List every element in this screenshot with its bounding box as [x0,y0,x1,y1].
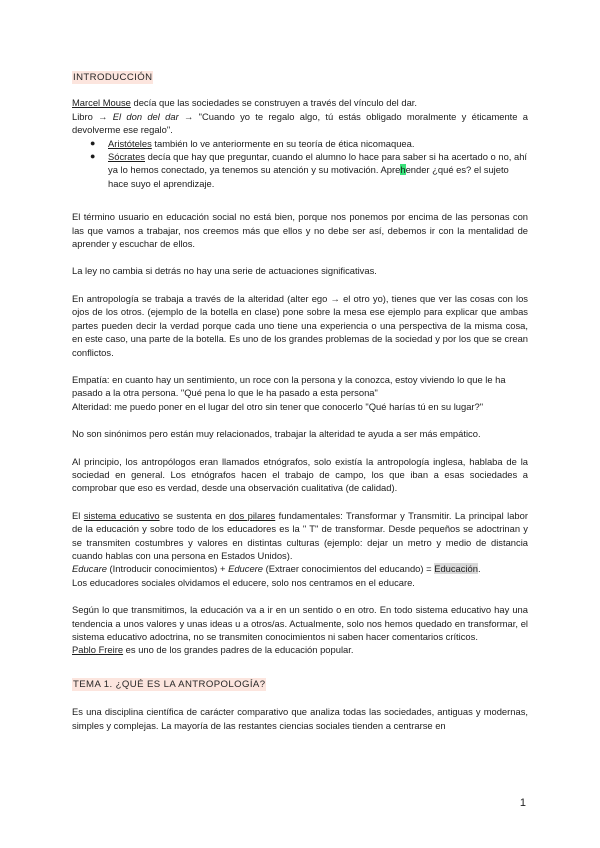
section-heading: INTRODUCCIÓN [73,72,153,83]
tema1-heading-line [72,677,528,691]
bullet-list [72,137,528,191]
page-number: 1 [519,797,526,809]
paragraph-educadores: Los educadores sociales olvidamos el educere, solo nos centramos en el educare. [72,576,415,588]
bullet-item [72,137,528,150]
bullet-item [72,150,528,190]
term-educere: Educere [228,563,263,575]
highlighted-letter: h [400,164,406,176]
paragraph-book [72,110,528,137]
paragraph-text: se sustenta en [159,509,230,521]
paragraph-mauss [72,96,528,109]
term-educare: Educare [72,563,107,575]
section-heading: TEMA 1. ¿QUÉ ES LA ANTROPOLOGÍA? [73,678,266,690]
paragraph-freire [72,643,528,656]
author-name: Sócrates [108,151,145,163]
bullet-dot-icon: ● [90,137,96,148]
paragraph-text: → "Cuando yo te regalo algo, tú estás obligado moralmente y éticamente a devolverme ese regalo". [72,110,528,136]
paragraph-tema1: Es una disciplina científica de carácter comparativo que analiza todas las sociedades, antiguas y modernas, simples y complejas. La mayoría de las restantes ciencias sociales tienden a centrarse en [72,706,528,731]
paragraph-sistema-educativo [72,509,528,563]
bullet-dot-icon: ● [90,151,96,162]
underlined-term: sistema educativo [83,509,160,521]
paragraph-text: es uno de los grandes padres de la educación popular. [123,644,354,656]
paragraph-text: decía que las sociedades se construyen a través del vínculo del dar. [130,97,417,109]
page-content [72,70,528,732]
paragraph-text: fundamentales: Transformar y Transmitir. La principal labor de la educación y sobre todo de los educadores es la " T" de transformar. Desde pequeños se adoctrinan y se transmiten costumbres y valores en distintas culturas (ejemplo: dejar un metro y medio de distancia cuando hablas con una persona en Estados Unidos). [72,509,528,561]
paragraph-etnografos: Al principio, los antropólogos eran llamados etnógrafos, solo existía la antropología inglesa, hablaba de la sociedad en general. Los etnógrafos hacen el trabajo de campo, los que iban a esas sociedades a comprobar que eso es verdad, desde una observación cualitativa (de calidad). [72,455,528,494]
book-prefix: Libro → [72,110,113,122]
author-name: Aristóteles [108,137,152,149]
paragraph-ley: La ley no cambia si detrás no hay una serie de actuaciones significativas. [72,265,377,277]
paragraph-text: El [72,509,84,521]
paragraph-alteridad: En antropología se trabaja a través de la alteridad (alter ego → el otro yo), tienes que ver las cosas con los ojos de los otros. (ejemplo de la botella en clase) pone sobre la mesa ese ejemplo para explicar que ambas partes pueden decir la verdad porque cada uno tiene una experiencia o una perspectiva de la misma cosa, en este caso, una parte de la botella. Es uno de los grandes problemas de la sociedad y por los que se crean conflictos. [72,292,528,358]
author-name: Marcel Mouse [72,97,131,109]
bullet-text: ender ¿qué es? el sujeto hace suyo el aprendizaje. [108,164,509,189]
paragraph-empatia: Empatía: en cuanto hay un sentimiento, un roce con la persona y la conozca, estoy viviendo lo que le ha pasado a la otra persona. "Qué pena lo que le ha pasado a esta persona" [72,373,506,399]
paragraph-text: (Extraer conocimientos del educando) = [263,563,435,575]
bullet-text: también lo ve anteriormente en su teoría de ética nicomaquea. [151,137,415,149]
underlined-term: dos pilares [229,509,276,521]
paragraph-sinonimos: No son sinónimos pero están muy relacionados, trabajar la alteridad te ayuda a ser más empático. [72,428,481,440]
book-title: El don del dar [112,110,179,122]
paragraph-usuario: El término usuario en educación social no está bien, porque nos ponemos por encima de las personas con las que vamos a trabajar, nos creemos más que ellos y no debe ser así, debemos ir con la mentalidad de aprender y escuchar de ellos. [72,211,528,250]
highlighted-term: Educación [434,563,478,575]
paragraph-transmitimos: Según lo que transmitimos, la educación va a ir en un sentido o en otro. En todo sistema educativo hay una tendencia a unos valores y unas ideas u a otros/as. Actualmente, solo nos hemos quedado en transformar, el sistema educativo adoctrina, no se transmiten conocimientos ni saben hacer comentarios críticos. [72,604,528,642]
intro-heading-line [72,70,528,84]
paragraph-text: (Introducir conocimientos) + [106,563,229,575]
paragraph-text: . [477,563,481,575]
bullet-text: decía que hay que preguntar, cuando el alumno lo hace para saber si ha acertado o no, ahí ya lo hemos conectado, ya tenemos su atención y su motivación. Apre [108,151,528,176]
paragraph-educare [72,562,528,575]
author-name: Pablo Freire [72,644,124,656]
paragraph-alteridad-def: Alteridad: me puedo poner en el lugar del otro sin tener que conocerlo "Qué harías tú en su lugar?" [72,400,484,412]
